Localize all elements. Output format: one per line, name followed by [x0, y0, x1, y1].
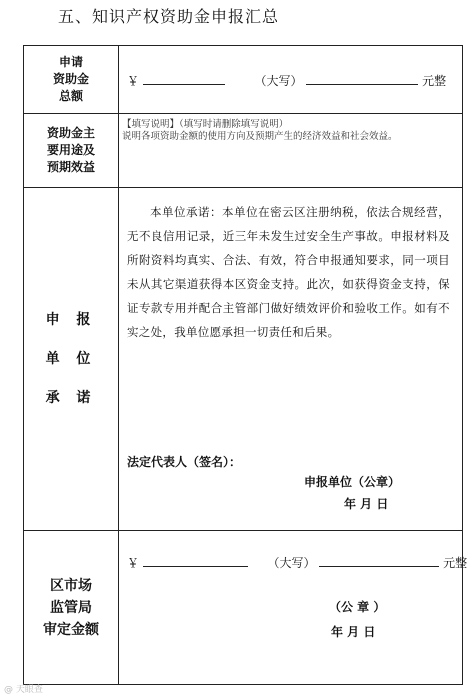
label-commitment — [24, 188, 119, 530]
label-line: 资助金主 — [46, 126, 95, 140]
label-line: 预期效益 — [46, 160, 95, 174]
commitment-text: 本单位承诺：本单位在密云区注册纳税，依法合规经营，无不良信用记录，近三年未发生过安全生产事故。申报材料及所附资料均真实、合法、有效，符合申报通知要求，同一项目未从其它渠道获得本区资金支持。此次，如获得资金支持，保证专款专用并配合主管部门做好绩效评价和验收工作。如有不实之处，我单位愿承担一切责任和后果。 — [127, 205, 450, 339]
bureau-seal-label: （公 章 ） — [329, 600, 386, 614]
label-line: 申 报 — [45, 311, 97, 328]
daxie-label: （大写） — [267, 556, 316, 570]
applicant-date: 年 月 日 — [344, 497, 389, 511]
bureau-date: 年 月 日 — [331, 625, 376, 639]
label-line: 审定金额 — [43, 621, 99, 638]
approved-amount-blank[interactable] — [143, 553, 248, 567]
yuan-label: 元整 — [422, 74, 447, 88]
applicant-seal-label: 申报单位（公章） — [304, 475, 401, 489]
label-line: 承 诺 — [45, 389, 97, 406]
label-line: 区市场 — [50, 577, 92, 594]
currency-symbol: ￥ — [127, 556, 140, 570]
row-commitment — [24, 188, 462, 531]
label-approval — [24, 531, 119, 684]
page-title: 五、知识产权资助金申报汇总 — [58, 7, 280, 26]
label-total-amount — [24, 46, 119, 113]
commitment-cell — [119, 188, 462, 530]
daxie-label: （大写） — [254, 74, 303, 88]
label-line: 资助金 — [52, 72, 89, 86]
fill-instruction-body: 说明各项资助金额的使用方向及预期产生的经济效益和社会效益。 — [122, 131, 398, 142]
total-amount-cell[interactable] — [119, 46, 462, 113]
amount-words-blank[interactable] — [306, 71, 418, 85]
fill-instruction-title: 【填写说明】（填写时请删除填写说明） — [122, 119, 289, 130]
yuan-label: 元整 — [443, 556, 468, 570]
label-purpose — [24, 114, 119, 187]
label-line: 监管局 — [50, 599, 92, 616]
label-line: 单 位 — [45, 350, 97, 367]
label-line: 申请 — [58, 55, 83, 69]
approval-cell — [119, 531, 468, 684]
currency-symbol: ￥ — [127, 74, 140, 88]
row-total-amount — [24, 46, 462, 114]
amount-blank[interactable] — [143, 71, 225, 85]
summary-table — [23, 45, 468, 685]
label-line: 总额 — [58, 89, 83, 103]
approved-amount-words-blank[interactable] — [319, 553, 439, 567]
row-purpose — [24, 114, 462, 188]
purpose-cell[interactable] — [119, 114, 462, 187]
row-approval — [24, 531, 468, 684]
label-line: 要用途及 — [46, 143, 95, 157]
legal-rep-signature-label: 法定代表人（签名）： — [127, 455, 242, 469]
watermark: @ 天眼查 — [4, 685, 43, 695]
